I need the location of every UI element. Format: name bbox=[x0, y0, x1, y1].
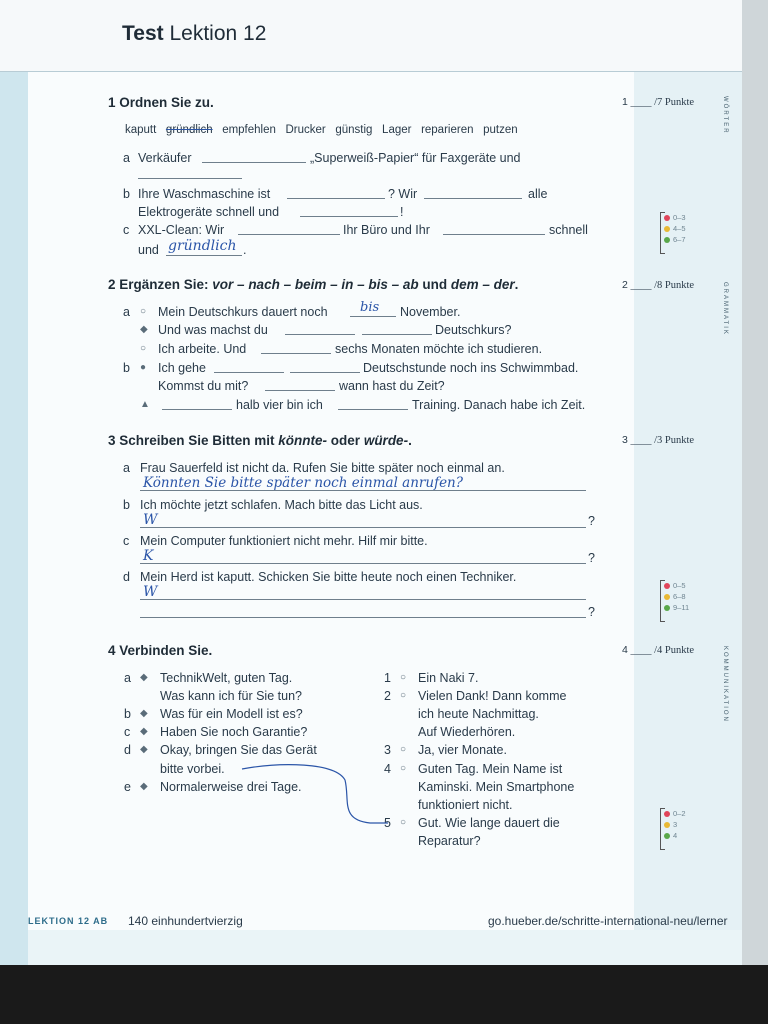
dialog-text: sechs Monaten möchte ich studieren. bbox=[335, 342, 543, 356]
item-label: d bbox=[123, 570, 130, 584]
red-dot-icon bbox=[664, 215, 670, 221]
left-stripe bbox=[0, 0, 28, 965]
item-text: . bbox=[243, 243, 247, 257]
exercise-1-title: 1 Ordnen Sie zu. bbox=[108, 95, 214, 110]
blank-line[interactable] bbox=[300, 216, 398, 217]
match-text: ich heute Nachmittag. bbox=[418, 707, 539, 721]
triangle-icon: ▲ bbox=[140, 399, 150, 410]
blank-line[interactable] bbox=[338, 409, 408, 410]
blank-line[interactable] bbox=[285, 334, 355, 335]
footer-url[interactable]: go.hueber.de/schritte-international-neu/lerner bbox=[488, 914, 728, 928]
item-label: b bbox=[123, 361, 130, 375]
match-text: Ein Naki 7. bbox=[418, 671, 479, 685]
blank-line[interactable] bbox=[287, 198, 385, 199]
dialog-text: Deutschkurs? bbox=[435, 323, 512, 337]
match-text: Haben Sie noch Garantie? bbox=[160, 725, 308, 739]
dialog-text: Mein Deutschkurs dauert noch bbox=[158, 305, 328, 319]
item-text: XXL-Clean: Wir bbox=[138, 223, 225, 237]
exercise-2-points: 2 ____ /8 Punkte bbox=[622, 279, 695, 291]
dialog-text: November. bbox=[400, 305, 461, 319]
match-text: Vielen Dank! Dann komme bbox=[418, 689, 567, 703]
match-label: c bbox=[124, 725, 131, 739]
book-edge bbox=[742, 0, 768, 965]
circle-icon: ○ bbox=[140, 343, 147, 354]
green-dot-icon bbox=[664, 237, 670, 243]
item-label: b bbox=[123, 498, 130, 512]
exercise-1-points: 1 ____ /7 Punkte bbox=[622, 96, 695, 108]
blank-line[interactable] bbox=[362, 334, 432, 335]
side-tab-woerter: WÖRTER bbox=[722, 96, 728, 135]
circle-icon: ○ bbox=[400, 744, 407, 755]
match-label: a bbox=[124, 671, 131, 685]
diamond-icon: ◆ bbox=[140, 324, 148, 335]
match-label: 1 bbox=[384, 671, 391, 685]
item-label: c bbox=[123, 223, 130, 237]
handwritten-answer: W bbox=[143, 584, 158, 600]
match-label: b bbox=[124, 707, 131, 721]
match-text: Guten Tag. Mein Name ist bbox=[418, 762, 563, 776]
hand-drawn-connector bbox=[240, 760, 390, 830]
blank-line[interactable] bbox=[202, 162, 306, 163]
diamond-icon: ◆ bbox=[140, 781, 148, 792]
circle-icon: ○ bbox=[400, 672, 407, 683]
scan-background bbox=[0, 965, 768, 1024]
blank-line[interactable] bbox=[166, 255, 242, 256]
match-text: bitte vorbei. bbox=[160, 762, 225, 776]
match-label: 3 bbox=[384, 743, 391, 757]
handwritten-answer: gründlich bbox=[168, 238, 237, 254]
match-text: Auf Wiederhören. bbox=[418, 725, 516, 739]
footer-lesson-tab: LEKTION 12 AB bbox=[28, 916, 109, 926]
green-dot-icon bbox=[664, 833, 670, 839]
match-text: Was für ein Modell ist es? bbox=[160, 707, 303, 721]
handwritten-answer: Könnten Sie bitte später noch einmal anrufen? bbox=[143, 475, 463, 491]
blank-line[interactable] bbox=[261, 353, 331, 354]
item-text: Frau Sauerfeld ist nicht da. Rufen Sie bitte später noch einmal an. bbox=[140, 461, 505, 475]
yellow-dot-icon bbox=[664, 822, 670, 828]
points-column bbox=[634, 72, 742, 930]
dialog-text: Deutschstunde noch ins Schwimmbad. bbox=[363, 361, 579, 375]
blank-line[interactable] bbox=[238, 234, 340, 235]
dialog-text: wann hast du Zeit? bbox=[339, 379, 445, 393]
diamond-icon: ◆ bbox=[140, 708, 148, 719]
circle-icon: ○ bbox=[400, 690, 407, 701]
item-text: schnell bbox=[549, 223, 588, 237]
page-title: Test Lektion 12 bbox=[122, 22, 267, 45]
circle-icon: ○ bbox=[400, 763, 407, 774]
exercise-2-title: 2 Ergänzen Sie: vor – nach – beim – in – bis – ab und dem – der. bbox=[108, 277, 519, 292]
item-text: Ihr Büro und Ihr bbox=[343, 223, 430, 237]
page-header bbox=[0, 0, 742, 72]
green-dot-icon bbox=[664, 605, 670, 611]
match-label: 2 bbox=[384, 689, 391, 703]
filled-circle-icon: ● bbox=[140, 362, 147, 373]
item-label: a bbox=[123, 151, 130, 165]
match-text: Normalerweise drei Tage. bbox=[160, 780, 302, 794]
question-mark: ? bbox=[588, 514, 595, 528]
match-label: 5 bbox=[384, 816, 391, 830]
circle-icon: ○ bbox=[400, 817, 407, 828]
handwritten-answer: W bbox=[143, 512, 158, 528]
match-label: e bbox=[124, 780, 131, 794]
item-text: Ihre Waschmaschine ist bbox=[138, 187, 271, 201]
match-text: Okay, bringen Sie das Gerät bbox=[160, 743, 317, 757]
answer-line[interactable] bbox=[140, 563, 586, 564]
blank-line[interactable] bbox=[138, 178, 242, 179]
match-label: 4 bbox=[384, 762, 391, 776]
handwritten-answer: K bbox=[143, 548, 154, 564]
question-mark: ? bbox=[588, 605, 595, 619]
score-legend-2: 0–5 6–8 9–11 bbox=[664, 580, 689, 613]
match-text: Reparatur? bbox=[418, 834, 481, 848]
item-text: alle bbox=[528, 187, 548, 201]
dialog-text: Ich arbeite. Und bbox=[158, 342, 247, 356]
answer-line[interactable] bbox=[140, 527, 586, 528]
blank-line[interactable] bbox=[162, 409, 232, 410]
item-text: ? Wir bbox=[388, 187, 418, 201]
dialog-text: Ich gehe bbox=[158, 361, 206, 375]
red-dot-icon bbox=[664, 583, 670, 589]
match-text: Kaminski. Mein Smartphone bbox=[418, 780, 575, 794]
item-label: c bbox=[123, 534, 130, 548]
item-label: a bbox=[123, 305, 130, 319]
item-text: Verkäufer bbox=[138, 151, 192, 165]
diamond-icon: ◆ bbox=[140, 672, 148, 683]
dialog-text: Training. Danach habe ich Zeit. bbox=[412, 398, 586, 412]
yellow-dot-icon bbox=[664, 594, 670, 600]
exercise-4-points: 4 ____ /4 Punkte bbox=[622, 644, 695, 656]
blank-line[interactable] bbox=[350, 316, 396, 317]
item-label: b bbox=[123, 187, 130, 201]
score-legend-3: 0–2 3 4 bbox=[664, 808, 686, 841]
exercise-3-title: 3 Schreiben Sie Bitten mit könnte- oder würde-. bbox=[108, 433, 412, 448]
yellow-dot-icon bbox=[664, 226, 670, 232]
match-text: TechnikWelt, guten Tag. bbox=[160, 671, 293, 685]
item-text: und bbox=[138, 243, 159, 257]
blank-line[interactable] bbox=[265, 390, 335, 391]
item-label: a bbox=[123, 461, 130, 475]
item-text: Mein Herd ist kaputt. Schicken Sie bitte heute noch einen Techniker. bbox=[140, 570, 517, 584]
dialog-text: Und was machst du bbox=[158, 323, 268, 337]
side-tab-grammatik: GRAMMATIK bbox=[722, 282, 728, 336]
blank-line[interactable] bbox=[290, 372, 360, 373]
answer-line[interactable] bbox=[140, 599, 586, 600]
blank-line[interactable] bbox=[214, 372, 284, 373]
circle-icon: ○ bbox=[140, 306, 147, 317]
score-legend-1: 0–3 4–5 6–7 bbox=[664, 212, 686, 245]
item-text: „Superweiß-Papier“ für Faxgeräte und bbox=[310, 151, 521, 165]
diamond-icon: ◆ bbox=[140, 726, 148, 737]
side-tab-kommunikation: KOMMUNIKATION bbox=[722, 646, 728, 723]
handwritten-answer: bis bbox=[360, 300, 380, 315]
dialog-text: halb vier bin ich bbox=[236, 398, 323, 412]
red-dot-icon bbox=[664, 811, 670, 817]
match-text: Gut. Wie lange dauert die bbox=[418, 816, 560, 830]
item-text: Elektrogeräte schnell und bbox=[138, 205, 280, 219]
item-text: ! bbox=[400, 205, 404, 219]
diamond-icon: ◆ bbox=[140, 744, 148, 755]
blank-line[interactable] bbox=[443, 234, 545, 235]
answer-line[interactable] bbox=[140, 617, 586, 618]
item-text: Mein Computer funktioniert nicht mehr. Hilf mir bitte. bbox=[140, 534, 428, 548]
question-mark: ? bbox=[588, 551, 595, 565]
blank-line[interactable] bbox=[424, 198, 522, 199]
exercise-3-points: 3 ____ /3 Punkte bbox=[622, 434, 695, 446]
exercise-4-title: 4 Verbinden Sie. bbox=[108, 643, 213, 658]
match-text: funktioniert nicht. bbox=[418, 798, 513, 812]
answer-line[interactable] bbox=[140, 490, 586, 491]
dialog-text: Kommst du mit? bbox=[158, 379, 249, 393]
page-number: 140 einhundertvierzig bbox=[128, 914, 243, 928]
item-text: Ich möchte jetzt schlafen. Mach bitte das Licht aus. bbox=[140, 498, 423, 512]
match-text: Was kann ich für Sie tun? bbox=[160, 689, 302, 703]
word-bank: kaputt gründlich empfehlen Drucker günstig Lager reparieren putzen bbox=[125, 124, 518, 136]
match-label: d bbox=[124, 743, 131, 757]
match-text: Ja, vier Monate. bbox=[418, 743, 507, 757]
